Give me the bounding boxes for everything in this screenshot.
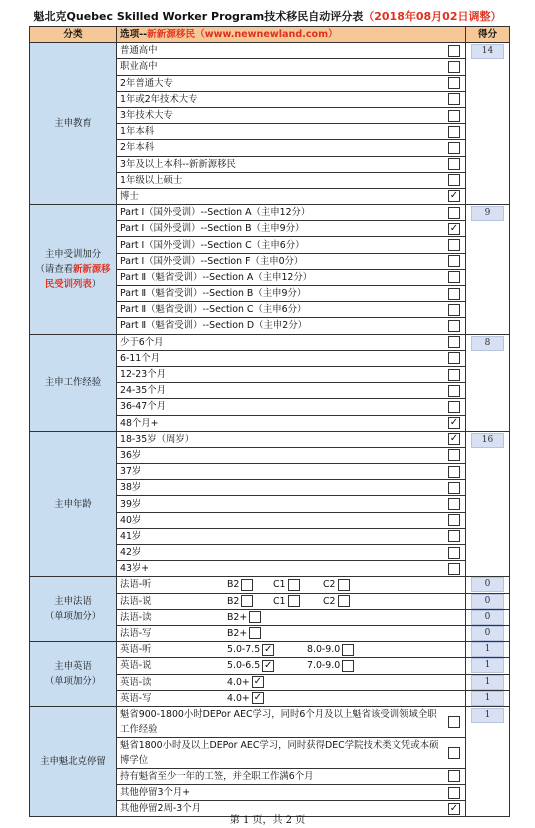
label-text: 5.0-6.5 — [227, 660, 261, 672]
checkbox[interactable] — [448, 482, 460, 494]
checkbox[interactable] — [448, 449, 460, 461]
label-text: Part Ⅱ（魁省受训）--Section B（主申9分） — [120, 288, 307, 300]
label-text: 8.0-9.0 — [307, 644, 341, 656]
score-table — [29, 26, 510, 817]
checkbox[interactable] — [448, 369, 460, 381]
label-text: 7.0-9.0 — [307, 660, 341, 672]
label-text: 普通高中 — [120, 45, 158, 57]
label-text: Part Ⅰ（国外受训）--Section A（主申12分） — [120, 207, 311, 219]
french-row — [30, 577, 510, 593]
education-option[interactable] — [117, 107, 466, 123]
label-text: 主申工作经验 — [44, 377, 102, 389]
label-text: 职业高中 — [120, 61, 158, 73]
age-option[interactable] — [117, 480, 466, 496]
training-category — [30, 205, 117, 335]
score-cell — [466, 642, 510, 658]
checkbox[interactable] — [249, 627, 261, 639]
training-option[interactable] — [117, 269, 466, 285]
score-value: 1 — [471, 691, 504, 706]
checkbox[interactable] — [342, 660, 354, 672]
checkbox[interactable] — [448, 126, 460, 138]
experience-option[interactable] — [117, 366, 466, 382]
french-level[interactable] — [227, 627, 261, 640]
age-row — [30, 431, 510, 447]
checkbox[interactable] — [241, 579, 253, 591]
age-option[interactable] — [117, 512, 466, 528]
label-text: B2+ — [227, 611, 248, 623]
label-text: 24-35个月 — [120, 385, 166, 397]
french-option[interactable] — [117, 593, 466, 609]
label-text: ） — [91, 278, 102, 290]
label-text: 4.0+ — [227, 676, 250, 688]
label-text: 4.0+ — [227, 692, 250, 704]
checkbox[interactable] — [249, 611, 261, 623]
experience-option[interactable] — [117, 399, 466, 415]
french-level[interactable] — [273, 578, 300, 591]
score-cell — [466, 431, 510, 577]
checkbox[interactable]: ✓ — [449, 417, 459, 429]
label-text: （单项加分） — [44, 676, 102, 687]
checkbox[interactable] — [448, 352, 460, 364]
experience-row — [30, 334, 510, 350]
training-option[interactable] — [117, 237, 466, 253]
checkbox[interactable] — [448, 255, 460, 267]
checkbox[interactable] — [448, 530, 460, 542]
label-text: Part Ⅱ（魁省受训）--Section C（主申6分） — [120, 304, 307, 316]
label-text: 英语-说 — [120, 660, 152, 672]
checkbox[interactable] — [338, 595, 350, 607]
label-text: 魁省900-1800小时DEPor AEC学习，同时6个月及以上魁省该受训领域全职工作经验 — [120, 708, 437, 735]
training-row — [30, 205, 510, 221]
checkbox[interactable] — [448, 401, 460, 413]
label-text: 5.0-7.5 — [227, 644, 261, 656]
checkbox[interactable]: ✓ — [449, 190, 459, 202]
label-text: Part Ⅰ（国外受训）--Section C（主申6分） — [120, 239, 305, 251]
label-text: 3年及以上本科--新新源移民 — [120, 158, 236, 170]
checkbox[interactable] — [288, 595, 300, 607]
checkbox[interactable] — [448, 336, 460, 348]
label-text: 其他停留3个月+ — [120, 787, 191, 799]
adjust-date: （2018年08月02日调整） — [363, 10, 502, 23]
label-text: 18-35岁（周岁） — [120, 433, 195, 445]
label-text: 48个月+ — [120, 417, 159, 429]
score-value: 0 — [471, 594, 504, 609]
score-cell — [466, 706, 510, 817]
experience-option[interactable] — [117, 350, 466, 366]
age-option[interactable] — [117, 545, 466, 561]
english-option[interactable] — [117, 658, 466, 674]
score-value: 8 — [471, 336, 504, 351]
score-cell — [466, 593, 510, 609]
label-text: 38岁 — [120, 482, 142, 494]
english-level[interactable] — [307, 659, 354, 672]
checkbox[interactable]: ✓ — [449, 222, 459, 234]
label-text: 法语-写 — [120, 628, 152, 640]
english-option[interactable] — [117, 642, 466, 658]
stay-row — [30, 706, 510, 737]
label-text: Part Ⅱ（魁省受训）--Section D（主申2分） — [120, 320, 307, 332]
score-cell — [466, 43, 510, 205]
checkbox[interactable] — [448, 271, 460, 283]
checkbox[interactable]: ✓ — [449, 433, 459, 445]
label-text: （单项加分） — [44, 611, 102, 623]
french-level[interactable] — [227, 578, 253, 591]
checkbox[interactable] — [288, 579, 300, 591]
label-text: 41岁 — [120, 530, 142, 542]
label-text: B2 — [227, 579, 240, 591]
training-option[interactable] — [117, 221, 466, 237]
label-text: 魁省1800小时及以上DEPor AEC学习，同时获得DEC学院技术类文凭或本硕博学位 — [120, 739, 439, 766]
french-level[interactable] — [323, 595, 350, 608]
score-cell — [466, 658, 510, 674]
english-level[interactable] — [307, 643, 354, 656]
english-level[interactable] — [227, 692, 264, 705]
training-option[interactable] — [117, 205, 466, 221]
stay-option[interactable] — [117, 785, 466, 801]
checkbox[interactable] — [448, 288, 460, 300]
page-footer: 第 1 页，共 2 页 — [229, 815, 306, 826]
english-level[interactable] — [227, 643, 274, 656]
checkbox[interactable] — [448, 239, 460, 251]
score-value: 0 — [471, 626, 504, 641]
checkbox[interactable] — [448, 514, 460, 526]
french-level[interactable] — [227, 611, 261, 624]
score-value: 14 — [471, 44, 504, 59]
score-value: 1 — [471, 708, 504, 723]
checkbox[interactable] — [448, 547, 460, 559]
label-text: 3年技术大专 — [120, 110, 173, 122]
checkbox[interactable] — [448, 110, 460, 122]
label-text: 英语-读 — [120, 676, 152, 688]
label-text: 英语-写 — [120, 692, 152, 704]
experience-option[interactable] — [117, 334, 466, 350]
score-value: 0 — [471, 610, 504, 625]
score-value: 1 — [471, 642, 504, 657]
checkbox[interactable] — [448, 45, 460, 57]
label-text: 43岁+ — [120, 563, 150, 575]
education-option[interactable] — [117, 59, 466, 75]
score-cell — [466, 674, 510, 690]
header-options: 选项--新新源移民（www.newnewland.com） — [117, 27, 466, 43]
checkbox[interactable] — [338, 579, 350, 591]
french-option[interactable] — [117, 609, 466, 625]
page-title: 魁北克Quebec Skilled Worker Program技术移民自动评分表（2018年08月02日调整） — [33, 10, 502, 23]
label-text: 博士 — [120, 190, 139, 202]
checkbox[interactable] — [448, 174, 460, 186]
education-option[interactable] — [117, 156, 466, 172]
checkbox[interactable] — [448, 142, 460, 154]
education-row — [30, 43, 510, 59]
education-option[interactable] — [117, 75, 466, 91]
english-option[interactable] — [117, 690, 466, 706]
education-option[interactable] — [117, 43, 466, 59]
age-option[interactable] — [117, 496, 466, 512]
label-text: 36-47个月 — [120, 401, 166, 413]
checkbox[interactable] — [448, 747, 460, 759]
checkbox[interactable] — [448, 158, 460, 170]
education-option[interactable] — [117, 124, 466, 140]
checkbox[interactable] — [448, 770, 460, 782]
label-text: 主申英语 — [54, 661, 92, 672]
age-category — [30, 431, 117, 577]
label-text: 主申年龄 — [54, 498, 92, 510]
french-level[interactable] — [323, 578, 350, 591]
education-category — [30, 43, 117, 205]
label-text: Part Ⅰ（国外受训）--Section F（主申0分） — [120, 255, 304, 267]
score-cell — [466, 690, 510, 706]
english-category — [30, 642, 117, 707]
label-text: Part Ⅰ（国外受训）--Section B（主申9分） — [120, 223, 305, 235]
training-option[interactable] — [117, 286, 466, 302]
label-text: 持有魁省至少一年的工签，并全职工作满6个月 — [120, 770, 314, 782]
english-level[interactable] — [227, 659, 274, 672]
english-level[interactable] — [227, 676, 264, 689]
label-text: 42岁 — [120, 547, 142, 559]
score-value: 1 — [471, 658, 504, 673]
score-value: 1 — [471, 675, 504, 690]
experience-option[interactable] — [117, 415, 466, 431]
label-text: 36岁 — [120, 449, 142, 461]
label-text: 2年本科 — [120, 142, 155, 154]
score-cell — [466, 205, 510, 335]
stay-option[interactable] — [117, 768, 466, 784]
label-text: 法语-听 — [120, 579, 152, 591]
french-option[interactable] — [117, 625, 466, 641]
checkbox[interactable]: ✓ — [449, 802, 459, 814]
french-level[interactable] — [273, 595, 300, 608]
checkbox[interactable] — [448, 716, 460, 728]
label-text: 英语-听 — [120, 644, 152, 656]
label-text: 1年本科 — [120, 126, 155, 138]
training-option[interactable] — [117, 318, 466, 334]
training-option[interactable] — [117, 253, 466, 269]
french-category — [30, 577, 117, 642]
checkbox[interactable] — [448, 787, 460, 799]
label-text: B2 — [227, 595, 240, 607]
checkbox[interactable] — [448, 77, 460, 89]
checkbox[interactable] — [448, 385, 460, 397]
score-cell — [466, 609, 510, 625]
age-option[interactable] — [117, 447, 466, 463]
label-text: 12-23个月 — [120, 369, 166, 381]
checkbox[interactable] — [448, 61, 460, 73]
score-value: 9 — [471, 206, 504, 221]
english-option[interactable] — [117, 674, 466, 690]
checkbox[interactable] — [448, 93, 460, 105]
label-text: 40岁 — [120, 514, 142, 526]
age-option[interactable] — [117, 464, 466, 480]
label-text: 主申法语 — [54, 596, 92, 608]
label-text: 法语-说 — [120, 595, 152, 607]
label-text: 主申教育 — [54, 118, 92, 130]
age-option[interactable] — [117, 561, 466, 577]
label-text: 1年或2年技术大专 — [120, 93, 198, 105]
education-option[interactable] — [117, 140, 466, 156]
score-cell — [466, 577, 510, 593]
label-text: 新新源移民受训列表 — [44, 263, 111, 290]
checkbox[interactable]: ✓ — [253, 676, 262, 687]
header-score: 得分 — [466, 27, 510, 43]
checkbox[interactable]: ✓ — [253, 692, 262, 704]
stay-option[interactable] — [117, 706, 466, 737]
checkbox[interactable] — [448, 563, 460, 575]
education-option[interactable] — [117, 172, 466, 188]
english-row — [30, 642, 510, 658]
stay-category — [30, 706, 117, 817]
experience-option[interactable] — [117, 383, 466, 399]
checkbox[interactable] — [448, 466, 460, 478]
label-text: B2+ — [227, 627, 248, 639]
label-text: C2 — [323, 595, 336, 607]
label-text: （请查看 — [35, 263, 73, 275]
header-category: 分类 — [30, 27, 117, 43]
checkbox[interactable] — [448, 207, 460, 219]
label-text: 其他停留2周-3个月 — [120, 803, 201, 815]
label-text: 主申魁北克停留 — [40, 756, 106, 768]
label-text: C2 — [323, 579, 336, 591]
header-row — [30, 27, 510, 43]
checkbox[interactable]: ✓ — [264, 659, 273, 671]
age-option[interactable] — [117, 528, 466, 544]
label-text: C1 — [273, 595, 286, 607]
french-option[interactable] — [117, 577, 466, 593]
experience-category — [30, 334, 117, 431]
label-text: 少于6个月 — [120, 336, 164, 348]
education-option[interactable] — [117, 188, 466, 204]
checkbox[interactable] — [342, 644, 354, 656]
label-text: 2年普通大专 — [120, 77, 173, 89]
checkbox[interactable] — [241, 595, 253, 607]
label-text: Part Ⅱ（魁省受训）--Section A（主申12分） — [120, 271, 313, 283]
checkbox[interactable]: ✓ — [264, 643, 273, 655]
education-option[interactable] — [117, 91, 466, 107]
label-text: C1 — [273, 579, 286, 591]
french-level[interactable] — [227, 595, 253, 608]
label-text: 主申受训加分 — [44, 248, 102, 260]
score-cell — [466, 334, 510, 431]
checkbox[interactable] — [448, 304, 460, 316]
score-value: 16 — [471, 433, 504, 448]
training-option[interactable] — [117, 302, 466, 318]
label-text: 6-11个月 — [120, 352, 161, 364]
age-option[interactable] — [117, 431, 466, 447]
checkbox[interactable] — [448, 320, 460, 332]
label-text: 37岁 — [120, 466, 142, 478]
stay-option[interactable] — [117, 737, 466, 768]
label-text: 1年级以上硕士 — [120, 174, 183, 186]
label-text: 法语-读 — [120, 611, 152, 623]
score-cell — [466, 625, 510, 641]
score-value: 0 — [471, 577, 504, 592]
checkbox[interactable] — [448, 498, 460, 510]
label-text: 39岁 — [120, 498, 142, 510]
